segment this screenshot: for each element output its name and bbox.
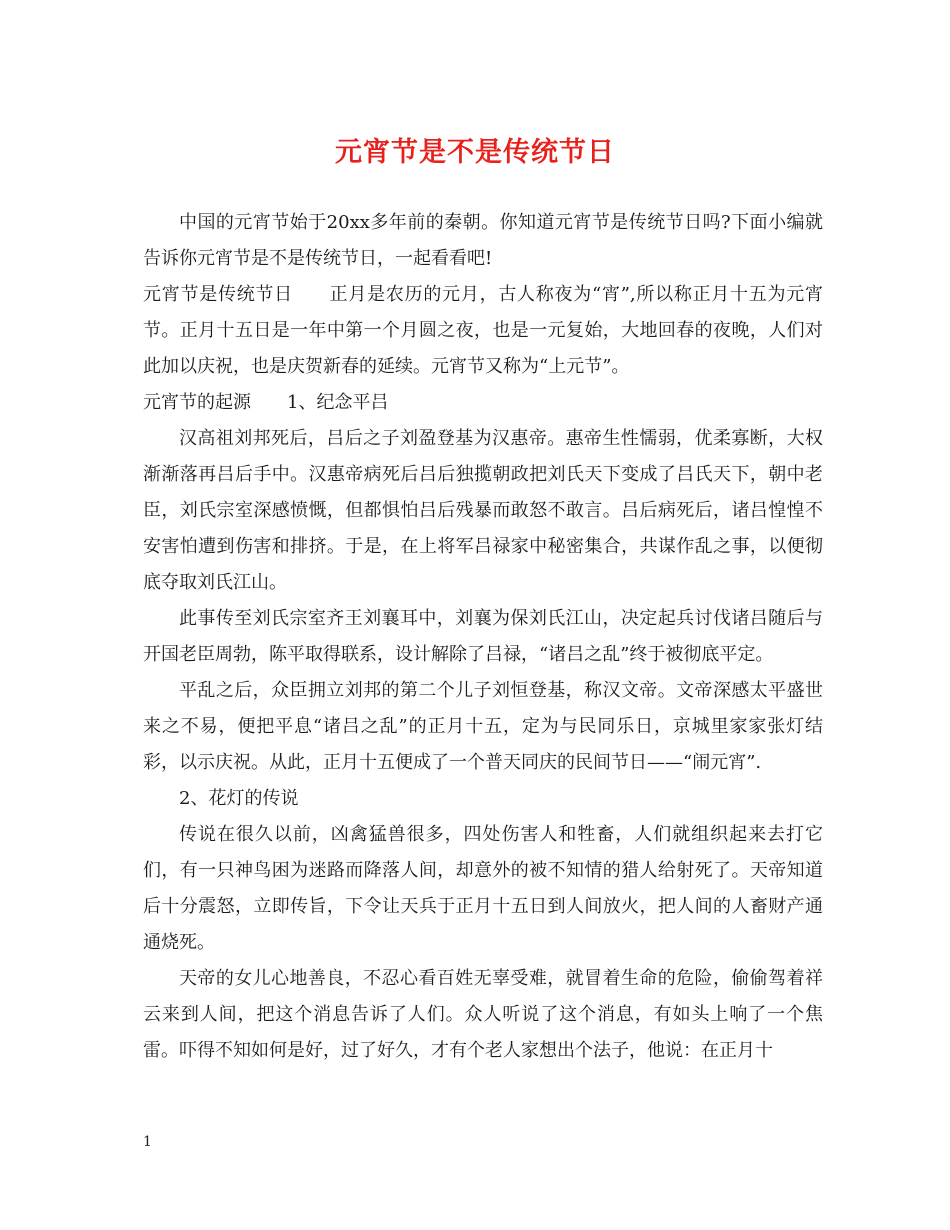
section-traditional-festival bbox=[143, 277, 823, 385]
subheading-commemorate: 1、纪念平吕 bbox=[287, 392, 389, 413]
paragraph-emperor-wen: 平乱之后，众臣拥立刘邦的第二个儿子刘恒登基，称汉文帝。文帝深感太平盛世来之不易，便把平息“诸吕之乱”的正月十五，定为与民同乐日，京城里家家张灯结彩，以示庆祝。从此，正月十五便成了一个普天同庆的民间节日——“闹元宵”. bbox=[143, 680, 823, 773]
section-heading-traditional: 元宵节是传统节日 bbox=[143, 284, 293, 305]
page-number: 1 bbox=[143, 1134, 152, 1150]
section-origin-heading-line bbox=[143, 385, 823, 421]
paragraph-divine-bird: 传说在很久以前，凶禽猛兽很多，四处伤害人和牲畜，人们就组织起来去打它们，有一只神鸟困为迷路而降落人间，却意外的被不知情的猎人给射死了。天帝知道后十分震怒，立即传旨，下令让天兵于正月十五日到人间放火，把人间的人畜财产通通烧死。 bbox=[143, 824, 823, 953]
section-text-traditional: 正月是农历的元月，古人称夜为“宵”,所以称正月十五为元宵节。正月十五日是一年中第一个月圆之夜，也是一元复始，大地回春的夜晚，人们对此加以庆祝，也是庆贺新春的延续。元宵节又称为“上元节”。 bbox=[143, 284, 824, 377]
document-title: 元宵节是不是传统节日 bbox=[335, 137, 615, 168]
document-body bbox=[143, 205, 823, 1069]
paragraph-heavenly-daughter: 天帝的女儿心地善良，不忍心看百姓无辜受难，就冒着生命的危险，偷偷驾着祥云来到人间，把这个消息告诉了人们。众人听说了这个消息，有如头上响了一个焦雷。吓得不知如何是好，过了好久，才有个老人家想出个法子，他说：在正月十 bbox=[143, 968, 823, 1061]
section-heading-origin: 元宵节的起源 bbox=[143, 392, 251, 413]
paragraph-liu-bang: 汉高祖刘邦死后，吕后之子刘盈登基为汉惠帝。惠帝生性懦弱，优柔寡断，大权渐渐落再吕后手中。汉惠帝病死后吕后独揽朝政把刘氏天下变成了吕氏天下，朝中老臣，刘氏宗室深感愤慨，但都惧怕吕后残暴而敢怒不敢言。吕后病死后，诸吕惶惶不安害怕遭到伤害和排挤。于是，在上将军吕禄家中秘密集合，共谋作乱之事，以便彻底夺取刘氏江山。 bbox=[143, 428, 823, 593]
intro-paragraph: 中国的元宵节始于20xx多年前的秦朝。你知道元宵节是传统节日吗?下面小编就告诉你元宵节是不是传统节日，一起看看吧! bbox=[143, 212, 823, 269]
paragraph-liu-xiang: 此事传至刘氏宗室齐王刘襄耳中，刘襄为保刘氏江山，决定起兵讨伐诸吕随后与开国老臣周勃，陈平取得联系，设计解除了吕禄，“诸吕之乱”终于被彻底平定。 bbox=[143, 608, 823, 665]
subheading-lantern-legend: 2、花灯的传说 bbox=[179, 788, 299, 809]
